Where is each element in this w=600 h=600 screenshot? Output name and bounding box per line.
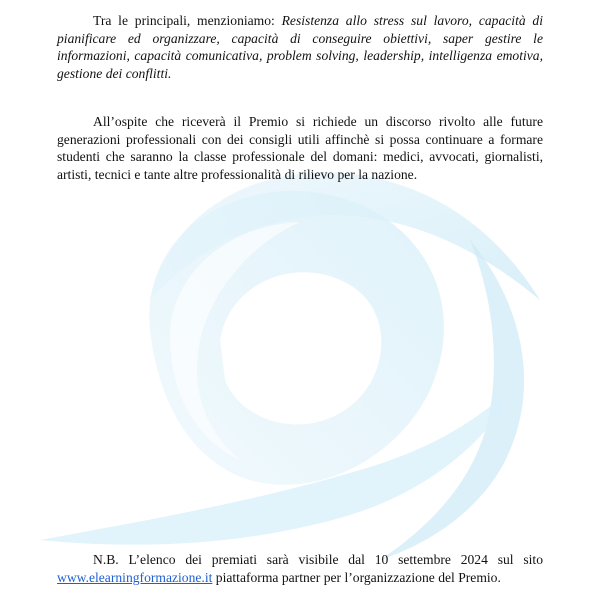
paragraph-skills xyxy=(57,12,543,82)
paragraph-guest-speech xyxy=(57,113,543,183)
paragraph-note xyxy=(57,551,543,586)
paragraph-skills-intro: Tra le principali, menzioniamo: xyxy=(93,13,282,28)
paragraph-note-after: piattaforma partner per l’organizzazione del Premio. xyxy=(212,569,501,585)
website-link[interactable]: www.elearningformazione.it xyxy=(57,569,213,585)
paragraph-skills-list: Resistenza allo stress sul lavoro, capacità di pianificare ed organizzare, capacità di conseguire obiettivi, saper gestire le informazioni, capacità comunicativa, problem solving, leadership, intelligenza emotiva, gestione dei conflitti. xyxy=(57,13,544,81)
paragraph-note-before: N.B. L’elenco dei premiati sarà visibile dal 10 settembre 2024 sul sito xyxy=(93,552,543,567)
paragraph-guest-speech-text: All’ospite che riceverà il Premio si richiede un discorso rivolto alle future generazioni professionali con dei consigli utili affinchè si possa continuare a formare studenti che saranno la classe professionale del domani: medici, avvocati, giornalisti, artisti, tecnici e tante altre professionalità di rilievo per la nazione. xyxy=(57,114,543,182)
